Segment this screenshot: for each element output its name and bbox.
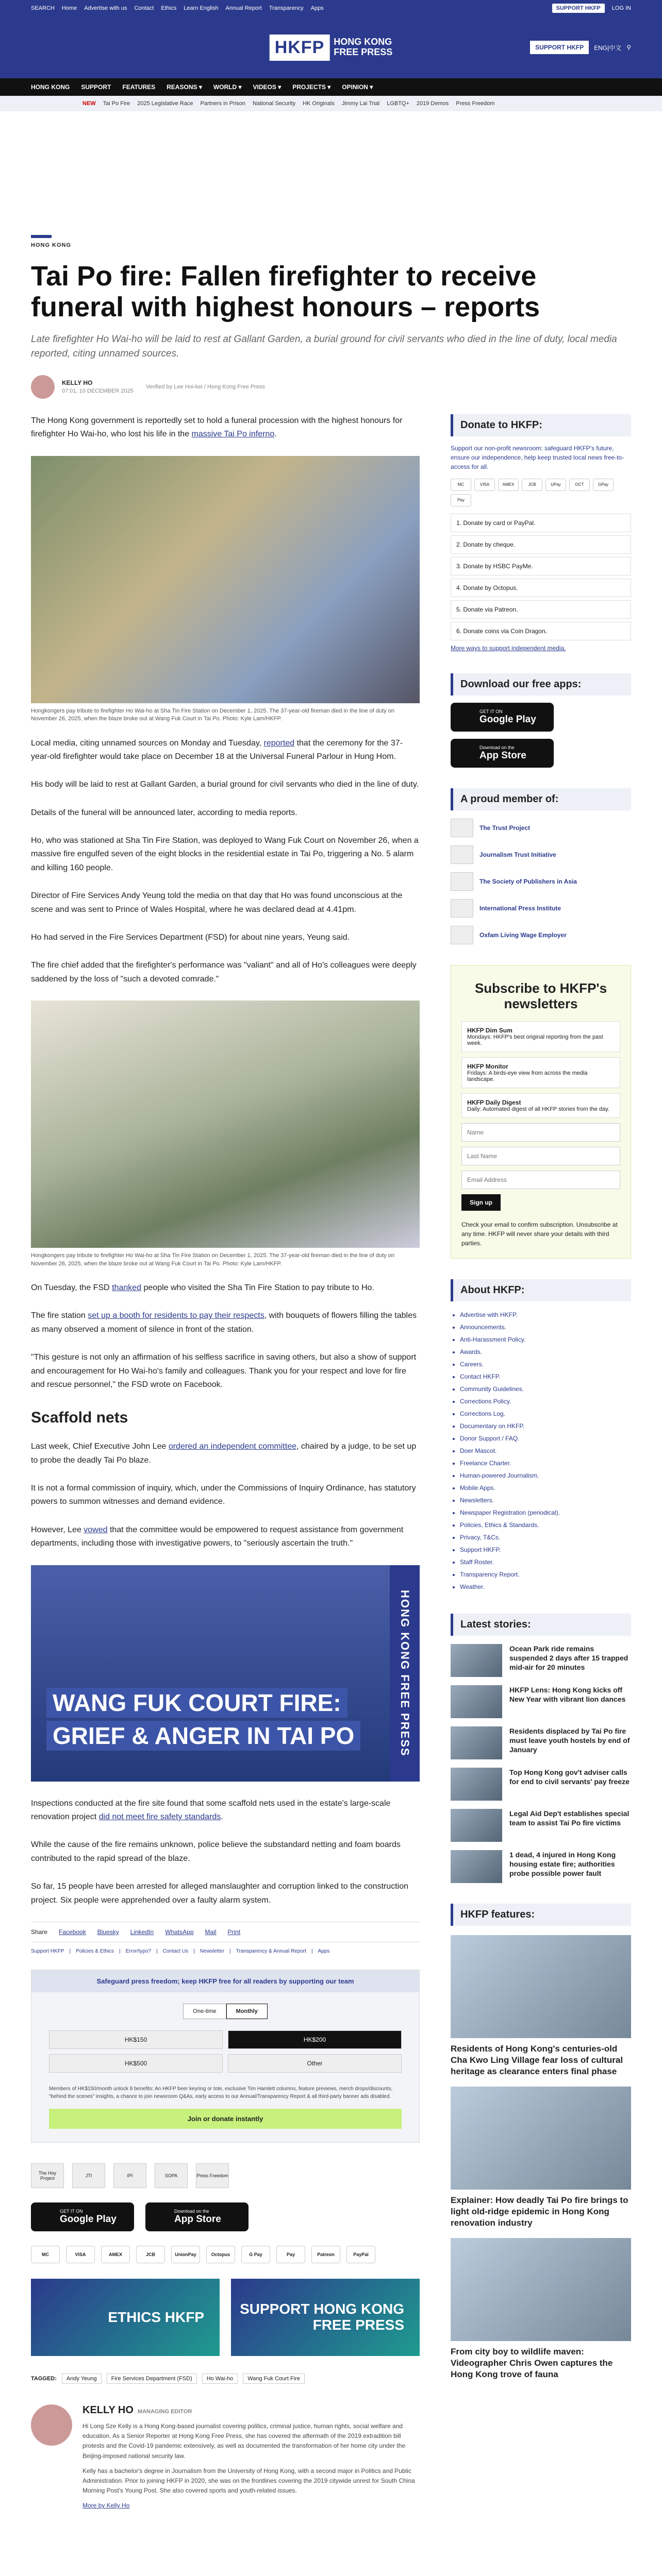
donate-method[interactable]: 3. Donate by HSBC PayMe. — [451, 557, 631, 575]
text: However, Lee — [31, 1525, 84, 1534]
share-linkedin[interactable]: LinkedIn — [130, 1928, 154, 1936]
logo-box: HKFP — [270, 35, 330, 61]
payment-card-icon: MC — [451, 479, 471, 491]
byline — [31, 375, 631, 399]
article-body — [31, 414, 420, 2510]
author-bio: Kelly has a bachelor's degree in Journalism from the University of Hong Kong, with a second major in Politics and Public Administration. Prior to joining HKFP in 2020, she was on the frontlines covering the 2019 citywide unrest for South China Morning Post's Young Post. She also covered sports and youth-related issues. — [82, 2467, 415, 2495]
feature-image — [451, 1935, 631, 2038]
amount-option-selected[interactable]: HK$200 — [228, 2030, 402, 2049]
story-thumbnail — [451, 1768, 502, 1801]
policy-link[interactable]: Contact Us — [162, 1948, 189, 1954]
payment-card-icon: VISA — [66, 2246, 95, 2263]
text: that the ceremony for the 37-year-old firefighter would take place on December 18 at the Universal Funeral Parlour in Hung Hom. — [31, 738, 403, 761]
promo-strip: HONG KONG FREE PRESS — [390, 1565, 420, 1782]
about-link[interactable]: • Announcements. — [460, 1321, 631, 1333]
newsletter-option-desc: Daily: Automated digest of all HKFP stories from the day. — [467, 1106, 609, 1112]
trending-item[interactable]: LGBTQ+ — [387, 100, 409, 107]
byline-text — [62, 379, 134, 394]
org-logo-icon — [451, 845, 473, 864]
topbar-advertise-link[interactable]: Advertise with us — [84, 5, 127, 11]
paragraph: Ho, who was stationed at Sha Tin Fire Station, was deployed to Wang Fuk Court on November 26, when a massive fire engulfed seven of the eight blocks in the residential estate in Tai Po, triggering a No. 5 alarm and killing 160 people. — [31, 836, 419, 872]
about-link[interactable]: • Careers. — [460, 1358, 631, 1370]
trending-bar — [0, 96, 662, 111]
sidebar — [451, 414, 631, 2510]
feature-title: Residents of Hong Kong's centuries-old Cha Kwo Ling Village fear loss of cultural heritage as clearance enters final phase — [451, 2043, 623, 2076]
text: . — [274, 430, 277, 439]
sidebar-heading: Latest stories: — [451, 1614, 631, 1636]
about-link[interactable]: • Corrections Log. — [460, 1408, 631, 1420]
subheading: Scaffold nets — [31, 1409, 128, 1427]
feature-title: Explainer: How deadly Tai Po fire brings to light old-ridge epidemic in Hong Kong renovation industry — [451, 2195, 628, 2228]
policy-link[interactable]: Support HKFP — [31, 1948, 64, 1954]
trending-item[interactable]: 2019 Demos — [416, 100, 449, 107]
topbar-transparency-link[interactable]: Transparency — [269, 5, 304, 11]
newsletter-option-desc: Mondays: HKFP's best original reporting from the past week. — [467, 1033, 603, 1046]
article-title: Tai Po fire: Fallen firefighter to receive funeral with highest honours – reports — [31, 261, 540, 323]
newsletter-signup — [451, 965, 631, 1259]
org-logo-icon — [451, 899, 473, 918]
newsletter-footnote: Check your email to confirm subscription. Unsubscribe at any time. HKFP will never share your details with third parties. — [461, 1221, 618, 1247]
story-thumbnail — [451, 1726, 502, 1759]
org-logo-icon — [451, 819, 473, 837]
logo-line-2: FREE PRESS — [334, 47, 393, 57]
sidebar-apps — [451, 673, 631, 768]
ethics-banner[interactable]: ETHICS HKFP — [31, 2279, 220, 2356]
nav-opinion[interactable]: OPINION ▾ — [342, 83, 373, 91]
about-link[interactable]: • Policies, Ethics & Standards. — [460, 1519, 631, 1531]
hkfp-logo[interactable] — [270, 35, 393, 61]
google-play-small: GET IT ON — [479, 708, 503, 714]
sidebar-heading: Download our free apps: — [451, 673, 631, 696]
about-link[interactable]: • Human-powered Journalism. — [460, 1469, 631, 1482]
text: , with bouquets of flowers filling the tables as many observed a moment of silence in front of the station. — [31, 1311, 417, 1334]
share-whatsapp[interactable]: WhatsApp — [165, 1928, 194, 1936]
trending-item[interactable]: Press Freedom — [456, 100, 495, 107]
amount-option[interactable]: HK$500 — [49, 2054, 223, 2073]
member-name: Journalism Trust Initiative — [479, 851, 556, 858]
newsletter-option[interactable] — [461, 1093, 620, 1118]
payment-card-icon: G Pay — [241, 2246, 270, 2263]
topbar-login-link[interactable]: LOG IN — [611, 5, 631, 11]
member-org[interactable] — [451, 899, 631, 918]
paragraph: Ho had served in the Fire Services Department (FSD) for about nine years, Yeung said. — [31, 933, 350, 942]
author-box-heading — [82, 2404, 420, 2416]
policy-link[interactable]: Error/typo? — [125, 1948, 152, 1954]
text: Inspections conducted at the fire site found that some scaffold nets used in the estate's large-scale renovation project — [31, 1799, 391, 1822]
feature-image — [451, 2238, 631, 2341]
about-link[interactable]: • Donor Support / FAQ. — [460, 1432, 631, 1445]
sidebar-app-buttons — [451, 703, 631, 768]
payment-card-icon: Pay — [276, 2246, 305, 2263]
sidebar-heading: HKFP features: — [451, 1904, 631, 1926]
org-logo[interactable]: JTI — [72, 2163, 105, 2188]
payment-card-icon: Octopus — [206, 2246, 235, 2263]
policy-link[interactable]: Policies & Ethics — [76, 1948, 114, 1954]
story-title: Legal Aid Dep't establishes special team to assist Tai Po fire victims — [509, 1809, 630, 1827]
nav-world[interactable]: WORLD ▾ — [213, 83, 242, 91]
org-logo-icon — [451, 872, 473, 891]
paragraph — [31, 1797, 420, 1824]
story-title: 1 dead, 4 injured in Hong Kong housing estate fire; authorities probe possible power fault — [509, 1850, 616, 1878]
about-link[interactable]: • Mobile Apps. — [460, 1482, 631, 1494]
payment-card-icon: GPay — [593, 479, 614, 491]
nav-projects[interactable]: PROJECTS ▾ — [292, 83, 331, 91]
about-link[interactable]: • Corrections Policy. — [460, 1395, 631, 1408]
about-link[interactable]: • Freelance Charter. — [460, 1457, 631, 1469]
publish-date: 07:01, 10 DECEMBER 2025 — [62, 388, 134, 395]
paragraph: His body will be laid to rest at Gallant Garden, a burial ground for civil servants who died in the line of duty. — [31, 780, 419, 789]
donate-frequency — [31, 2004, 419, 2019]
donate-methods-list — [451, 514, 631, 640]
about-link[interactable]: • Advertise with HKFP. — [460, 1309, 631, 1321]
about-link[interactable]: • Support HKFP. — [460, 1544, 631, 1556]
paragraph: "This gesture is not only an affirmation of his selfless sacrifice in saving others, but also a show of support and encouragement for Ho Wai-ho's family and colleagues. Thank you for your respect and love for fire and rescue personnel," the FSD wrote on Facebook. — [31, 1353, 417, 1389]
nav-support[interactable]: SUPPORT — [81, 83, 111, 91]
topbar-home-link[interactable]: Home — [61, 5, 77, 11]
app-store-small: Download on the — [479, 744, 515, 750]
logo-text — [334, 37, 392, 58]
donate-benefits-note: Members of HK$150/month unlock 8 benefits: An HKFP beer keyring or tote, exclusive Tim Hamlett columns, feature previews, merch drops/discounts, "behind the scenes" insights, a chance to join newsroom Q&As, early access to our Annual/Transparency Report & all third-party banner ads disabled. — [49, 2086, 393, 2099]
text: On Tuesday, the FSD — [31, 1283, 112, 1292]
org-logo-icon — [451, 926, 473, 944]
member-name: International Press Institute — [479, 904, 561, 912]
share-bar — [31, 1922, 420, 1942]
payment-card-icon: OCT — [569, 479, 590, 491]
newsletter-name-input[interactable] — [461, 1123, 620, 1142]
article-photo-flowers — [31, 1001, 420, 1248]
feature-image — [451, 2087, 631, 2190]
article-lede: Late firefighter Ho Wai-ho will be laid to rest at Gallant Garden, a burial ground for civil servants who died in the line of duty, local media reported, citing unnamed sources. — [31, 333, 617, 360]
topbar-ethics-link[interactable]: Ethics — [161, 5, 177, 11]
payment-card-icon: JCB — [136, 2246, 165, 2263]
about-link[interactable]: • Documentary on HKFP. — [460, 1420, 631, 1432]
policy-link[interactable]: Transparency & Annual Report — [236, 1948, 307, 1954]
latest-story[interactable] — [451, 1685, 631, 1718]
content-layout — [31, 414, 631, 2510]
google-play-button[interactable] — [31, 2202, 134, 2231]
sidebar-payment-icons — [451, 479, 631, 506]
policy-link[interactable]: Newsletter — [200, 1948, 225, 1954]
member-org[interactable] — [451, 926, 631, 944]
tag[interactable]: Fire Services Department (FSD) — [107, 2374, 197, 2384]
sidebar-donate — [451, 414, 631, 653]
paragraph — [31, 737, 420, 764]
google-play-big: Google Play — [60, 2214, 117, 2225]
google-play-big: Google Play — [479, 714, 536, 725]
donate-method[interactable]: 4. Donate by Octopus. — [451, 579, 631, 597]
topbar-english-link[interactable]: Learn English — [184, 5, 219, 11]
payment-card-icon: AMEX — [101, 2246, 130, 2263]
topbar-annual-report-link[interactable]: Annual Report — [225, 5, 262, 11]
newsletter-option-name: HKFP Dim Sum — [467, 1026, 512, 1034]
text: that the committee would be empowered to request assistance from government departments, including those with investigative powers, to "seriously ascertain the truth." — [31, 1525, 404, 1548]
tags-label: TAGGED: — [31, 2376, 57, 2382]
payment-card-icon: PayPal — [346, 2246, 375, 2263]
feature-title: From city boy to wildlife maven: Videographer Chris Owen captures the Hong Kong trove of fauna — [451, 2347, 613, 2380]
bottom-banners — [31, 2279, 420, 2356]
feature-card[interactable] — [451, 2238, 631, 2380]
share-print[interactable]: Print — [227, 1928, 241, 1936]
org-logo[interactable]: IPI — [113, 2163, 146, 2188]
tag[interactable]: Andy Yeung — [62, 2374, 102, 2384]
topbar-apps-link[interactable]: Apps — [310, 5, 324, 11]
payment-card-icon: JCB — [522, 479, 542, 491]
story-thumbnail — [451, 1809, 502, 1842]
sidebar-about — [451, 1279, 631, 1593]
article-tags — [31, 2374, 420, 2384]
freq-one-time[interactable]: One-time — [183, 2004, 226, 2019]
member-name: The Trust Project — [479, 824, 531, 832]
newsletter-option[interactable] — [461, 1057, 620, 1088]
member-org[interactable] — [451, 872, 631, 891]
wang-fuk-court-promo[interactable] — [31, 1565, 420, 1782]
donate-widget — [31, 1970, 420, 2143]
author-bio: Hi Long Sze Kelly is a Hong Kong-based journalist covering politics, criminal justice, human rights, social welfare and education. As a Senior Reporter at Hong Kong Free Press, she has covered the aftermath of the 2019 extradition bill protests and the Covid-19 pandemic extensively, as well as documented the transformation of her home city under the Beijing-imposed national security law. — [82, 2422, 406, 2460]
author-box-text — [82, 2404, 420, 2510]
about-link[interactable]: • Contact HKFP. — [460, 1370, 631, 1383]
donate-amounts — [49, 2030, 402, 2073]
more-by-author-link[interactable]: More by Kelly Ho — [82, 2502, 130, 2510]
page-wrap — [0, 235, 662, 2510]
inline-link[interactable]: thanked — [112, 1283, 142, 1292]
more-ways-link[interactable]: More ways to support independent media. — [451, 644, 566, 652]
inline-link[interactable]: did not meet fire safety standards — [98, 1812, 221, 1822]
sidebar-heading: About HKFP: — [451, 1279, 631, 1301]
google-play-small: GET IT ON — [60, 2209, 83, 2214]
story-title: Top Hong Kong gov't adviser calls for end to civil servants' pay freeze — [509, 1768, 630, 1786]
payment-card-icon: UPay — [545, 479, 566, 491]
donate-method[interactable]: 5. Donate via Patreon. — [451, 600, 631, 619]
latest-story[interactable] — [451, 1644, 631, 1677]
newsletter-option[interactable] — [461, 1021, 620, 1052]
paragraph: So far, 15 people have been arrested for alleged manslaughter and corruption linked to the construction project. Six people were apprehended over a faulty alarm system. — [31, 1882, 409, 1905]
nav-videos[interactable]: VIDEOS ▾ — [253, 83, 282, 91]
latest-story[interactable] — [451, 1850, 631, 1883]
story-thumbnail — [451, 1685, 502, 1718]
text: The fire station — [31, 1311, 88, 1320]
paragraph: It is not a formal commission of inquiry, which, under the Commissions of Inquiry Ordinance, has statutory powers to summon witnesses and demand evidence. — [31, 1484, 416, 1506]
payment-card-icon: AMEX — [498, 479, 519, 491]
payment-card-icon: VISA — [474, 479, 495, 491]
trending-item[interactable]: Jimmy Lai Trial — [341, 100, 380, 107]
trending-item[interactable]: National Security — [252, 100, 296, 107]
paragraph: Details of the funeral will be announced later, according to media reports. — [31, 808, 297, 817]
topbar-search-link[interactable]: SEARCH — [31, 5, 55, 11]
amount-option-other[interactable]: Other — [228, 2054, 402, 2073]
paragraph — [31, 1309, 420, 1336]
author-box-avatar[interactable] — [31, 2404, 72, 2446]
author-box-name[interactable]: KELLY HO — [82, 2404, 134, 2416]
paragraph — [31, 414, 420, 442]
article-photo-memorial — [31, 456, 420, 703]
google-play-button[interactable] — [451, 703, 554, 732]
author-box-role: MANAGING EDITOR — [137, 2409, 192, 2415]
promo-line-2: GRIEF & ANGER IN TAI PO — [46, 1721, 360, 1751]
inline-link[interactable]: reported — [263, 738, 295, 748]
text: , chaired by a judge, to be set up to probe the deadly Tai Po blaze. — [31, 1442, 417, 1465]
about-link[interactable]: • Awards. — [460, 1346, 631, 1358]
logo-line-1: HONG KONG — [334, 37, 392, 47]
latest-story[interactable] — [451, 1768, 631, 1801]
about-link[interactable]: • Weather. — [460, 1581, 631, 1593]
text: The Hong Kong government is reportedly set to hold a funeral procession with the highest honours for firefighter Ho Wai-ho, who lost his life in the — [31, 416, 403, 439]
org-logo[interactable]: The Hoy Project — [31, 2163, 64, 2188]
text: Last week, Chief Executive John Lee — [31, 1442, 169, 1451]
member-org[interactable] — [451, 819, 631, 837]
tag[interactable]: Ho Wai-ho — [202, 2374, 238, 2384]
app-store-big: App Store — [479, 750, 526, 761]
author-box — [31, 2404, 420, 2510]
about-link[interactable]: • Community Guidelines. — [460, 1383, 631, 1395]
newsletter-title: Subscribe to HKFP's newsletters — [474, 980, 607, 1011]
about-link[interactable]: • Anti-Harassment Policy. — [460, 1333, 631, 1346]
inline-link[interactable]: ordered an independent committee — [168, 1442, 296, 1451]
newsletter-option-name: HKFP Monitor — [467, 1062, 508, 1070]
donate-method[interactable]: 1. Donate by card or PayPal. — [451, 514, 631, 532]
member-name: The Society of Publishers in Asia — [479, 877, 577, 885]
feature-card[interactable] — [451, 1935, 631, 2077]
sidebar-features — [451, 1904, 631, 2381]
app-store-big: App Store — [174, 2214, 221, 2225]
section-label[interactable]: HONG KONG — [31, 242, 72, 248]
trending-item[interactable]: HK Originals — [303, 100, 335, 107]
latest-story[interactable] — [451, 1809, 631, 1842]
top-utility-bar — [0, 0, 662, 16]
freq-monthly[interactable]: Monthly — [226, 2004, 268, 2019]
member-org-logos — [31, 2163, 420, 2188]
paragraph — [31, 1281, 420, 1295]
paragraph: While the cause of the fire remains unknown, police believe the substandard netting and foam boards contributed to the rapid spread of the blaze. — [31, 1840, 401, 1863]
author-avatar[interactable] — [31, 375, 55, 399]
share-mail[interactable]: Mail — [205, 1928, 217, 1936]
about-link[interactable]: • Newspaper Registration (periodical). — [460, 1506, 631, 1519]
author-name[interactable]: KELLY HO — [62, 379, 93, 387]
amount-option[interactable]: HK$150 — [49, 2030, 223, 2049]
about-link[interactable]: • Newsletters. — [460, 1494, 631, 1506]
promo-text — [46, 1685, 360, 1751]
share-facebook[interactable]: Facebook — [59, 1928, 86, 1936]
trending-item[interactable]: 2025 Legislative Race — [137, 100, 193, 107]
section-rule — [31, 235, 52, 238]
topbar-contact-link[interactable]: Contact — [134, 5, 154, 11]
search-icon[interactable]: ⚲ — [626, 44, 631, 51]
paragraph — [31, 1440, 420, 1467]
newsletter-email-input[interactable] — [461, 1171, 620, 1189]
paragraph: The fire chief added that the firefighter's performance was "valiant" and all of Ho's colleagues were deeply saddened by the loss of "such a devoted comrade." — [31, 961, 417, 984]
tag[interactable]: Wang Fuk Court Fire — [243, 2374, 305, 2384]
inline-link[interactable]: set up a booth for residents to pay their respects — [88, 1311, 264, 1320]
about-list — [451, 1309, 631, 1593]
story-title: Ocean Park ride remains suspended 2 days after 15 trapped mid-air for 20 minutes — [509, 1644, 628, 1672]
share-bluesky[interactable]: Bluesky — [97, 1928, 119, 1936]
text: people who visited the Sha Tin Fire Station to pay tribute to Ho. — [141, 1283, 374, 1292]
nav-reasons[interactable]: REASONS ▾ — [167, 83, 202, 91]
donate-text[interactable]: Support our non-profit newsroom: safeguard HKFP's future, ensure our independence, help keep trusted local news free-to-access for all. — [451, 444, 624, 470]
org-logo[interactable]: SOPA — [155, 2163, 188, 2188]
masthead-support-button[interactable]: SUPPORT HKFP — [530, 41, 589, 54]
topbar-support-button[interactable]: SUPPORT HKFP — [552, 4, 605, 13]
share-label: Share — [31, 1928, 48, 1936]
latest-story[interactable] — [451, 1726, 631, 1759]
payment-card-icon: Patreon — [311, 2246, 340, 2263]
donate-widget-header[interactable]: Safeguard press freedom; keep HKFP free for all readers by supporting our team — [31, 1970, 419, 1992]
policy-links: Support HKFP | Policies & Ethics | Error/typo? | Contact Us | Newsletter | Transparency & Annual Report | Apps — [31, 1948, 330, 1954]
member-org[interactable] — [451, 845, 631, 864]
photo-caption: Hongkongers pay tribute to firefighter Ho Wai-ho at Sha Tin Fire Station on December 1, 2025. The 37-year-old fireman died in the line of duty on November 26, 2025, when the blaze broke out at Wang Fuk Court in Tai Po. Photo: Kyle Lam/HKFP. — [31, 707, 394, 722]
org-logo[interactable]: Press Freedom — [196, 2163, 229, 2188]
policy-link[interactable]: Apps — [318, 1948, 330, 1954]
app-buttons — [31, 2202, 420, 2231]
newsletter-last-name-input[interactable] — [461, 1147, 620, 1165]
newsletter-signup-button[interactable]: Sign up — [461, 1194, 501, 1211]
app-store-button[interactable] — [145, 2202, 249, 2231]
inline-link[interactable]: massive Tai Po inferno — [191, 430, 275, 439]
text: Local media, citing unnamed sources on Monday and Tuesday, — [31, 738, 264, 748]
inline-link[interactable]: vowed — [84, 1525, 108, 1534]
app-store-small: Download on the — [174, 2209, 209, 2214]
trending-item[interactable]: Partners in Prison — [200, 100, 245, 107]
paragraph — [31, 1523, 420, 1551]
story-title: HKFP Lens: Hong Kong kicks off New Year with vibrant lion dances — [509, 1685, 626, 1703]
sidebar-heading: Donate to HKFP: — [451, 414, 631, 436]
member-name: Oxfam Living Wage Employer — [479, 931, 567, 939]
donate-method[interactable]: 2. Donate by cheque. — [451, 535, 631, 554]
payment-card-icon: Pay — [451, 494, 471, 506]
donate-method[interactable]: 6. Donate coins via Coin Dragon. — [451, 622, 631, 640]
text: . — [221, 1812, 223, 1822]
payment-card-icon: UnionPay — [171, 2246, 200, 2263]
masthead-actions — [530, 41, 631, 54]
sidebar-latest — [451, 1614, 631, 1883]
join-donate-button[interactable]: Join or donate instantly — [49, 2109, 402, 2129]
nav-features[interactable]: FEATURES — [122, 83, 156, 91]
trending-item[interactable]: Tai Po Fire — [103, 100, 130, 107]
masthead — [0, 16, 662, 78]
about-link[interactable]: • Doer Mascot. — [460, 1445, 631, 1457]
photo-caption: Hongkongers pay tribute to firefighter Ho Wai-ho at Sha Tin Fire Station on December 1, 2025. The 37-year-old fireman died in the line of duty on November 26, 2025, when the blaze broke out at Wang Fuk Court in Tai Po. Photo: Kyle Lam/HKFP. — [31, 1252, 394, 1267]
promo-line-1: WANG FUK COURT FIRE: — [46, 1688, 347, 1718]
trending-new-label: NEW — [82, 100, 96, 107]
verified-by: Verified by Lee Hoi-kei / Hong Kong Free Press — [145, 383, 265, 390]
paragraph: Director of Fire Services Andy Yeung told the media on that day that Ho was found unconscious at the scene and was sent to Prince of Wales Hospital, where he was declared dead at 4.41pm. — [31, 891, 403, 914]
story-title: Residents displaced by Tai Po fire must leave youth hostels by end of January — [509, 1726, 630, 1754]
app-store-button[interactable] — [451, 739, 554, 768]
support-banner[interactable]: SUPPORT HONG KONG FREE PRESS — [231, 2279, 420, 2356]
newsletter-option-name: HKFP Daily Digest — [467, 1098, 521, 1106]
newsletter-option-desc: Fridays: A birds-eye view from across the media landscape. — [467, 1070, 588, 1082]
about-link[interactable]: • Privacy, T&Cs. — [460, 1531, 631, 1544]
feature-card[interactable] — [451, 2087, 631, 2229]
payment-methods — [31, 2246, 420, 2263]
nav-hong-kong[interactable]: HONG KONG — [31, 83, 70, 91]
story-thumbnail — [451, 1850, 502, 1883]
about-link[interactable]: • Transparency Report. — [460, 1568, 631, 1581]
main-nav — [0, 78, 662, 96]
language-switch[interactable]: ENG|中文 — [594, 44, 622, 52]
story-thumbnail — [451, 1644, 502, 1677]
about-link[interactable]: • Staff Roster. — [460, 1556, 631, 1568]
sidebar-members — [451, 788, 631, 944]
sidebar-heading: A proud member of: — [451, 788, 631, 810]
payment-card-icon: MC — [31, 2246, 60, 2263]
